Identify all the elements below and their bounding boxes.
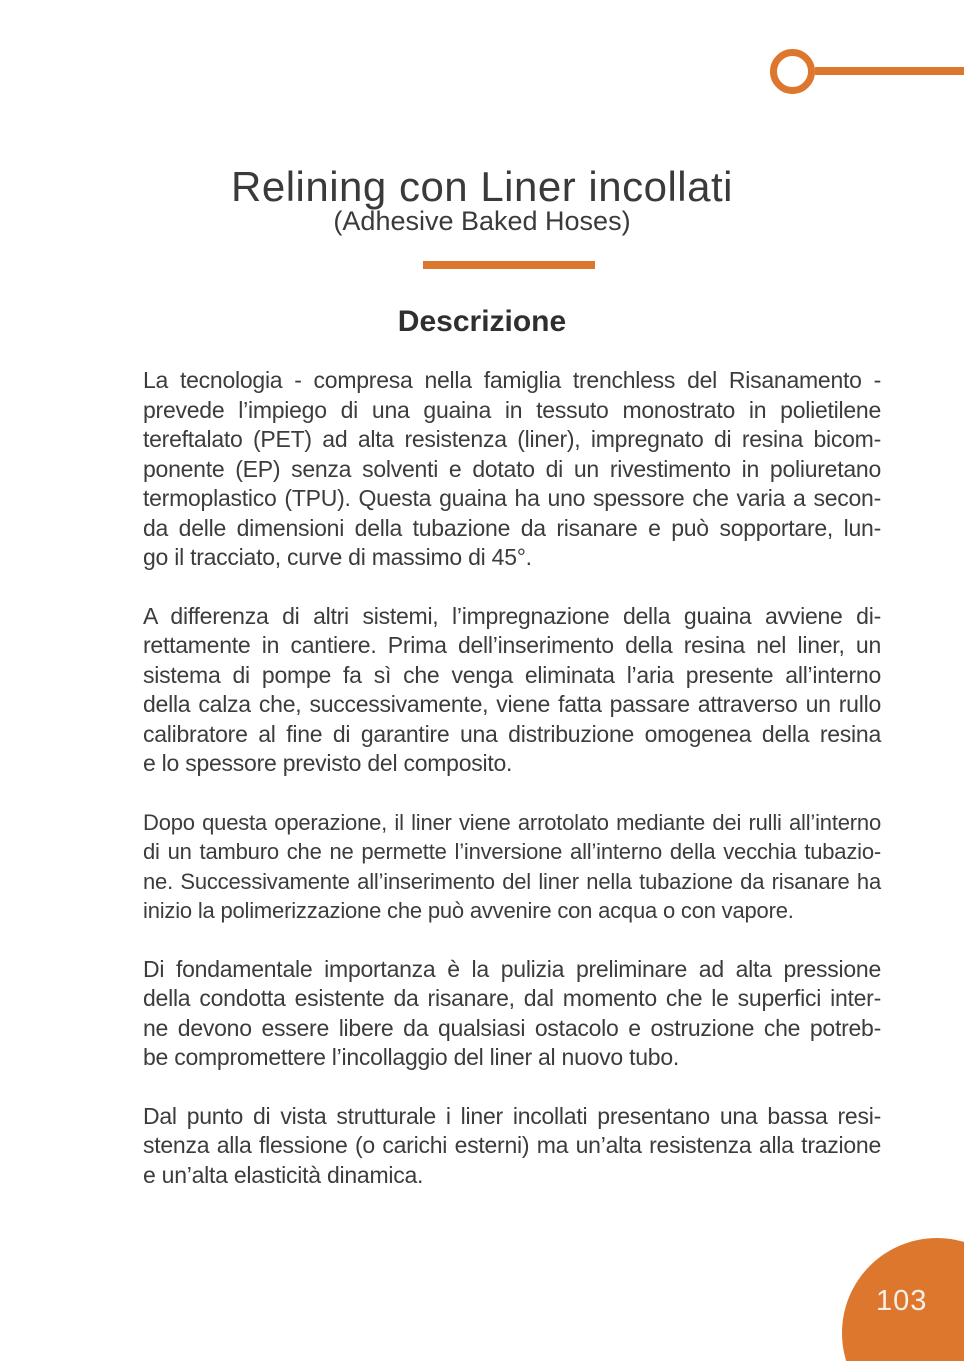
text-line: La tecnologia - compresa nella famiglia trenchless del Risanamento - bbox=[143, 367, 881, 393]
text-line: di un tamburo che ne permette l’inversione all’interno della vecchia tubazio- bbox=[143, 839, 881, 864]
text-line: go il tracciato, curve di massimo di 45°. bbox=[143, 544, 532, 570]
text-line: ne. Successivamente all’inserimento del liner nella tubazione da risanare ha bbox=[143, 868, 881, 894]
header-rule bbox=[815, 67, 964, 75]
body-text bbox=[143, 366, 881, 1219]
text-line: della condotta esistente da risanare, dal momento che le superfici inter- bbox=[143, 985, 881, 1011]
text-line: tereftalato (PET) ad alta resistenza (liner), impregnato di resina bicom- bbox=[143, 426, 881, 452]
page-title: Relining con Liner incollati bbox=[231, 163, 733, 210]
text-line: Di fondamentale importanza è la pulizia preliminare ad alta pressione bbox=[143, 955, 881, 982]
text-line: prevede l’impiego di una guaina in tessuto monostrato in polietilene bbox=[143, 396, 881, 423]
text-line: Dal punto di vista strutturale i liner incollati presentano una bassa resi- bbox=[143, 1102, 881, 1129]
paragraph-3 bbox=[143, 808, 881, 926]
paragraph-2 bbox=[143, 602, 881, 779]
title-divider bbox=[423, 261, 595, 269]
page-subtitle: (Adhesive Baked Hoses) bbox=[333, 206, 631, 236]
circle-ornament-icon bbox=[770, 49, 815, 94]
page-number: 103 bbox=[876, 1285, 928, 1317]
text-line: e lo spessore previsto del composito. bbox=[143, 750, 513, 776]
text-line: A differenza di altri sistemi, l’impregnazione della guaina avviene di- bbox=[143, 602, 881, 629]
text-line: e un’alta elasticità dinamica. bbox=[143, 1161, 424, 1188]
text-line: rettamente in cantiere. Prima dell’inserimento della resina nel liner, un bbox=[143, 632, 881, 658]
text-line: inizio la polimerizzazione che può avvenire con acqua o con vapore. bbox=[143, 898, 794, 923]
text-line: ponente (EP) senza solventi e dotato di un rivestimento in poliuretano bbox=[143, 455, 881, 482]
text-line: stenza alla flessione (o carichi esterni) ma un’alta resistenza alla trazione bbox=[143, 1132, 881, 1158]
text-line: della calza che, successivamente, viene fatta passare attraverso un rullo bbox=[143, 691, 881, 717]
section-heading: Descrizione bbox=[397, 305, 567, 338]
paragraph-5 bbox=[143, 1102, 881, 1191]
text-line: ne devono essere libere da qualsiasi ostacolo e ostruzione che potreb- bbox=[143, 1014, 881, 1041]
paragraph-1 bbox=[143, 366, 881, 573]
text-line: da delle dimensioni della tubazione da risanare e può sopportare, lun- bbox=[143, 514, 881, 541]
paragraph-4 bbox=[143, 955, 881, 1073]
page-number-badge bbox=[842, 1238, 964, 1361]
text-line: be compromettere l’incollaggio del liner al nuovo tubo. bbox=[143, 1044, 680, 1070]
text-line: termoplastico (TPU). Questa guaina ha uno spessore che varia a secon- bbox=[143, 485, 881, 511]
text-line: sistema di pompe fa sì che venga eliminata l’aria presente all’interno bbox=[143, 661, 881, 688]
text-line: calibratore al fine di garantire una distribuzione omogenea della resina bbox=[143, 720, 881, 747]
text-line: Dopo questa operazione, il liner viene arrotolato mediante dei rulli all’interno bbox=[143, 809, 881, 835]
